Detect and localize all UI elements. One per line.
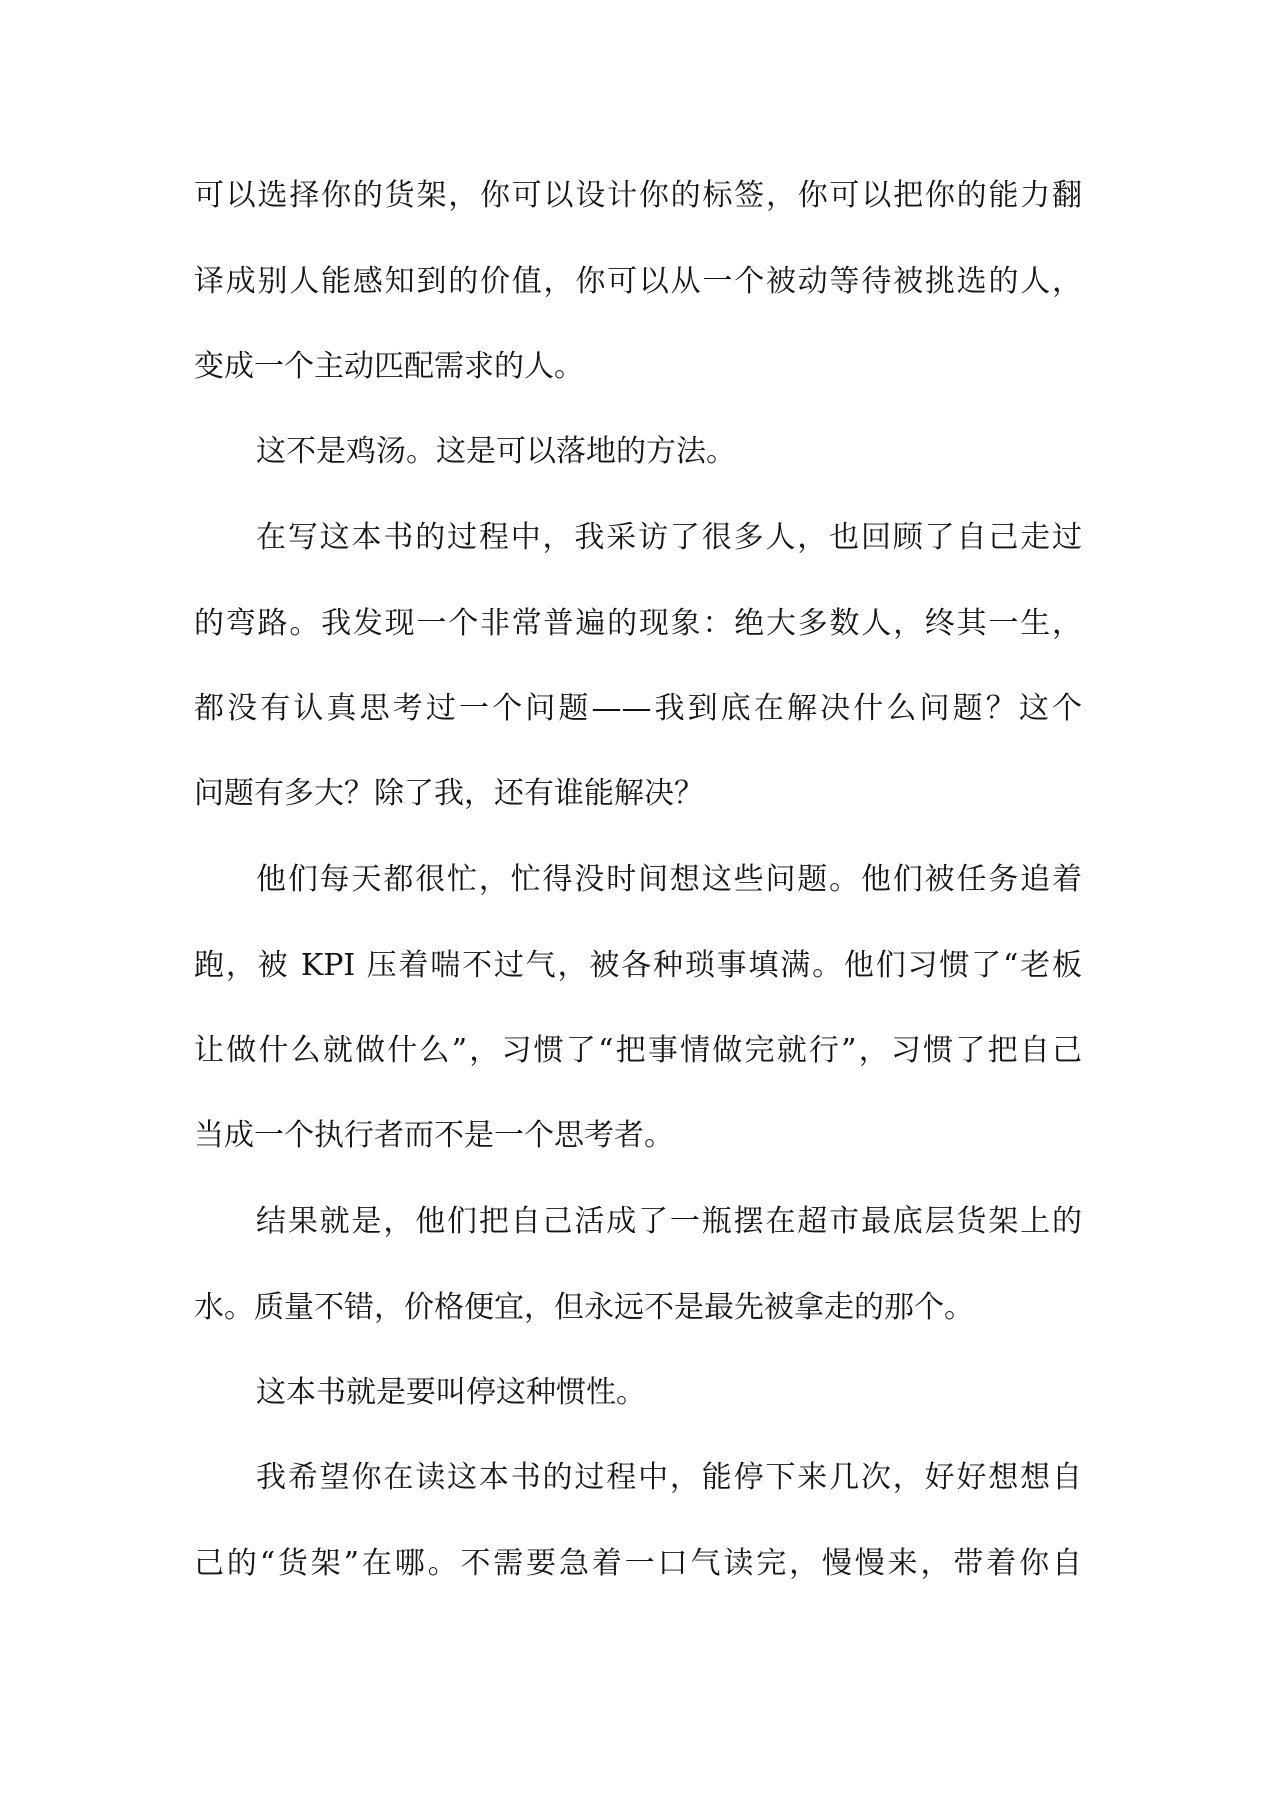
text-line: 这本书就是要叫停这种惯性。 [256,1375,646,1410]
text-line: 问题有多大？除了我，还有谁能解决？ [194,776,704,811]
text-line: 水。质量不错，价格便宜，但永远不是最先被拿走的那个。 [194,1290,974,1325]
text-line: 我希望你在读这本书的过程中，能停下来几次，好好想想自 [256,1460,1082,1495]
text-line: 他们每天都很忙，忙得没时间想这些问题。他们被任务追着 [256,862,1082,897]
text-line: 都没有认真思考过一个问题——我到底在解决什么问题？这个 [194,691,1082,726]
text-line: 当成一个执行者而不是一个思考者。 [194,1118,674,1153]
text-line: 译成别人能感知到的价值，你可以从一个被动等待被挑选的人， [194,264,1082,299]
text-line: 可以选择你的货架，你可以设计你的标签，你可以把你的能力翻 [194,178,1082,213]
text-line: 的弯路。我发现一个非常普遍的现象：绝大多数人，终其一生， [194,606,1082,641]
text-line: 变成一个主动匹配需求的人。 [194,349,584,384]
text-line: 在写这本书的过程中，我采访了很多人，也回顾了自己走过 [256,520,1082,555]
text-line: 结果就是，他们把自己活成了一瓶摆在超市最底层货架上的 [256,1204,1082,1239]
text-line: 这不是鸡汤。这是可以落地的方法。 [256,434,736,469]
text-line: 己的“货架”在哪。不需要急着一口气读完，慢慢来，带着你自 [194,1546,1082,1581]
text-line: 让做什么就做什么”，习惯了“把事情做完就行”，习惯了把自己 [194,1033,1082,1068]
text-line: 跑，被 KPI 压着喘不过气，被各种琐事填满。他们习惯了“老板 [194,948,1082,983]
